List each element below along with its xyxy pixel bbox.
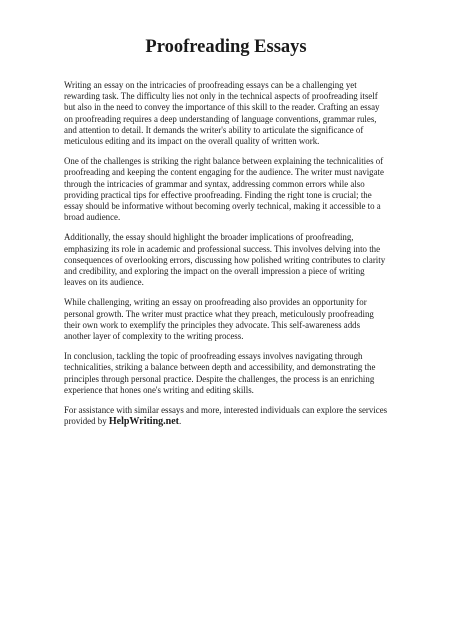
paragraph-3: Additionally, the essay should highlight the broader implications of proofreading, emphasizing its role in academic and professional success. This involves delving into the consequences of overlooking errors, discussing how polished writing contributes to clarity and credibility, and exploring the impact on the overall impression a piece of writing leaves on its audience. (64, 232, 386, 288)
paragraph-5: In conclusion, tackling the topic of proofreading essays involves navigating through technicalities, striking a balance between depth and accessibility, and demonstrating the principles through personal practice. Despite the challenges, the process is an enriching experience that hones one's writing and editing skills. (64, 351, 376, 395)
closing-paragraph (64, 405, 388, 427)
paragraph-2: One of the challenges is striking the right balance between explaining the technicalities of proofreading and keeping the content engaging for the audience. The writer must navigate through the intricacies of grammar and syntax, addressing common errors while also providing practical tips for effective proofreading. Finding the right tone is crucial; the essay should be informative without becoming overly technical, making it accessible to a broad audience. (64, 156, 384, 223)
paragraph-4: While challenging, writing an essay on proofreading also provides an opportunity for personal growth. The writer must practice what they preach, meticulously proofreading their own work to exemplify the principles they advocate. This self-awareness adds another layer of complexity to the writing process. (64, 297, 374, 342)
helpwriting-link[interactable]: HelpWriting.net (108, 416, 179, 428)
closing-text: For assistance with similar essays and more, interested individuals can explore the services provided by (64, 405, 388, 427)
page-title: Proofreading Essays (145, 37, 307, 57)
closing-end: . (178, 416, 182, 427)
paragraph-1: Writing an essay on the intricacies of proofreading essays can be a challenging yet rewarding task. The difficulty lies not only in the technical aspects of proofreading itself but also in the need to convey the importance of this skill to the reader. Crafting an essay on proofreading requires a deep understanding of language conventions, grammar rules, and attention to detail. It demands the writer's ability to articulate the significance of meticulous editing and its impact on the overall quality of written work. (64, 80, 380, 147)
